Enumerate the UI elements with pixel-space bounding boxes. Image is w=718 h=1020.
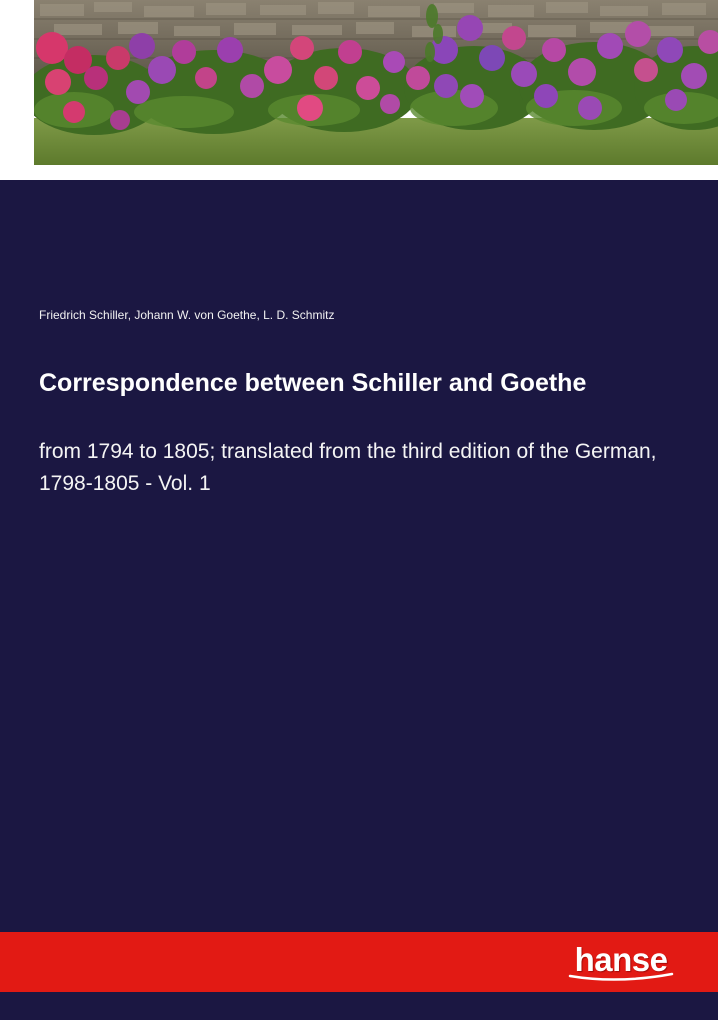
publisher-band (0, 932, 718, 992)
book-title: Correspondence between Schiller and Goethe (39, 369, 587, 397)
logo-swoosh-icon (568, 972, 674, 984)
book-subtitle: from 1794 to 1805; translated from the third edition of the German, 1798-1805 - Vol. 1 (39, 440, 657, 495)
bottom-band (0, 992, 718, 1020)
book-authors: Friedrich Schiller, Johann W. von Goethe, L. D. Schmitz (39, 308, 335, 322)
cover-photo-band (0, 0, 718, 180)
hanse-logo-text: hanse (574, 941, 668, 978)
cover-main-panel (0, 180, 718, 932)
hanse-logo (566, 942, 676, 986)
hydrangea-photo (34, 0, 718, 165)
hydrangea-illustration (34, 0, 718, 165)
